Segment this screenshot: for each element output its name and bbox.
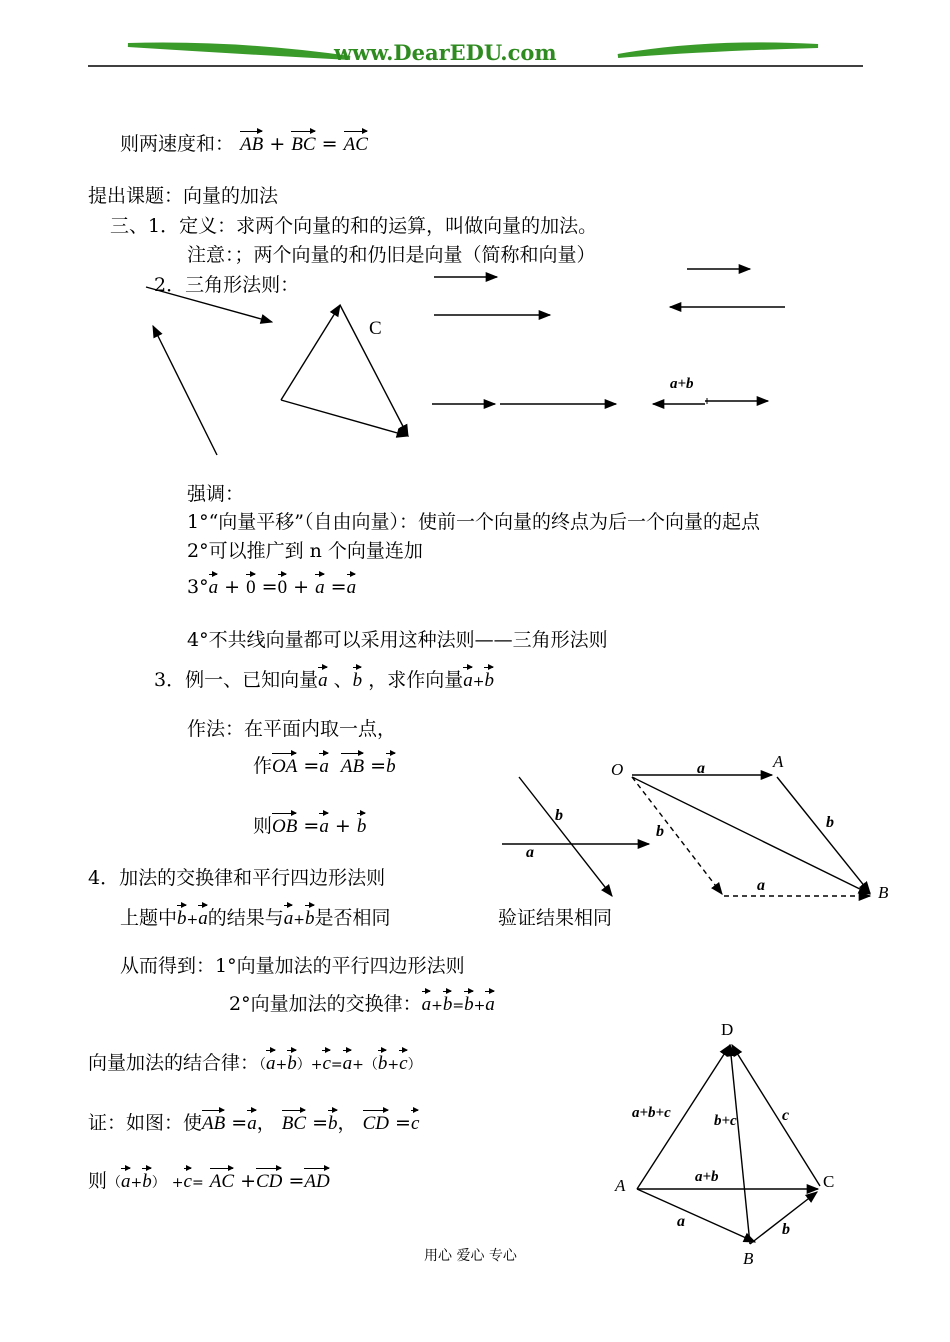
op: + bbox=[293, 912, 305, 928]
label-a-top: a bbox=[697, 760, 705, 777]
parallelogram-rule: 从而得到：1°向量加法的平行四边形法则 bbox=[120, 955, 465, 977]
text: 则 bbox=[253, 815, 273, 837]
op: = bbox=[330, 1057, 343, 1073]
label-a-plus-b: a+b bbox=[695, 1169, 719, 1185]
definition-note: 注意：；两个向量的和仍旧是向量（简称和向量） bbox=[187, 244, 596, 266]
op: + bbox=[473, 998, 486, 1014]
footer-text: 用心 爱心 专心 bbox=[424, 1248, 517, 1264]
vector-b: b bbox=[177, 902, 187, 931]
method-line: 作法：在平面内取一点， bbox=[187, 718, 397, 740]
op: = bbox=[321, 133, 338, 155]
op: + bbox=[431, 998, 443, 1014]
op: ） bbox=[296, 1057, 311, 1073]
op: + bbox=[472, 674, 485, 690]
vector-b: b bbox=[386, 750, 396, 779]
vector-b: b bbox=[357, 810, 367, 839]
op: ） bbox=[407, 1057, 422, 1073]
vector-c: c bbox=[184, 1165, 192, 1194]
text: 证：如图：使 bbox=[88, 1112, 203, 1134]
vector-OB: OB bbox=[272, 810, 297, 839]
point-O: O bbox=[611, 760, 624, 779]
op: = bbox=[288, 1170, 305, 1192]
text: 则两速度和： bbox=[120, 133, 235, 155]
label-a: a bbox=[677, 1213, 685, 1230]
vector-zero: 0 bbox=[278, 571, 288, 600]
label-b-plus-c: b+c bbox=[714, 1113, 737, 1129]
emphasis-2: 2°可以推广到 n 个向量连加 bbox=[187, 540, 423, 562]
commute-answer: 验证结果相同 bbox=[498, 907, 613, 929]
op: = bbox=[330, 576, 347, 598]
label-c: c bbox=[782, 1107, 790, 1124]
vector-a: a bbox=[319, 750, 329, 779]
vector-AB: AB bbox=[240, 128, 263, 157]
vector-b: b bbox=[378, 1047, 388, 1076]
text: 2°向量加法的交换律： bbox=[229, 993, 422, 1015]
op: + bbox=[171, 1175, 184, 1191]
vector-b: b bbox=[142, 1165, 152, 1194]
text: 的结果与 bbox=[207, 907, 284, 929]
op: + bbox=[293, 576, 310, 598]
op: = bbox=[312, 1112, 329, 1134]
vector-a: a bbox=[343, 1047, 353, 1076]
op: = bbox=[303, 815, 320, 837]
op: + bbox=[130, 1175, 143, 1191]
op: = bbox=[191, 1175, 204, 1191]
triangle-rule-title: 2．三角形法则： bbox=[154, 274, 300, 296]
vector-a: a bbox=[485, 988, 495, 1017]
emphasis-title: 强调： bbox=[187, 483, 245, 505]
label-b: b bbox=[782, 1221, 790, 1238]
fig-label-a: a bbox=[526, 844, 534, 861]
point-B: B bbox=[878, 883, 889, 902]
vector-a: a bbox=[463, 664, 473, 693]
text: 向量加法的结合律： bbox=[88, 1052, 260, 1074]
vector-CD bbox=[732, 1045, 820, 1186]
vector-AC: AC bbox=[344, 128, 368, 157]
op: + bbox=[269, 133, 286, 155]
point-A: A bbox=[615, 1176, 626, 1195]
op: = bbox=[231, 1112, 248, 1134]
vector-a: a bbox=[315, 571, 325, 600]
vector-a: a bbox=[209, 571, 219, 600]
label-a-bottom: a bbox=[757, 877, 765, 894]
text: 则 bbox=[88, 1170, 108, 1192]
op: （ bbox=[259, 1057, 267, 1073]
point-A: A bbox=[773, 752, 784, 771]
definition-line: 三、1．定义：求两个向量的和的运算，叫做向量的加法。 bbox=[110, 215, 598, 237]
vector-CD: CD bbox=[363, 1107, 389, 1136]
vector-AC: AC bbox=[210, 1165, 234, 1194]
text: 是否相同 bbox=[314, 907, 391, 929]
op: （ bbox=[363, 1057, 378, 1073]
vector-a: a bbox=[266, 1047, 276, 1076]
vector-AB: AB bbox=[341, 750, 364, 779]
vector-c: c bbox=[411, 1107, 419, 1136]
vector-a: a bbox=[347, 571, 357, 600]
emphasis-1: 1°“向量平移”（自由向量）：使前一个向量的终点为后一个向量的起点 bbox=[187, 511, 761, 533]
label-a-plus-b: a+b bbox=[670, 376, 694, 392]
op: = bbox=[303, 755, 320, 777]
vector-BC: BC bbox=[291, 128, 315, 157]
vector-AB bbox=[637, 1189, 755, 1242]
op: （ bbox=[107, 1175, 122, 1191]
vector-b: b bbox=[328, 1107, 338, 1136]
op: = bbox=[452, 998, 465, 1014]
label-c: C bbox=[369, 318, 382, 339]
op: + bbox=[352, 1057, 364, 1073]
label-b-left: b bbox=[656, 823, 664, 840]
text: 、 bbox=[333, 669, 353, 691]
text: ， bbox=[337, 1112, 357, 1134]
commute-title: 4．加法的交换律和平行四边形法则 bbox=[88, 867, 386, 889]
text: ，求作向量 bbox=[368, 669, 464, 691]
op: = bbox=[261, 576, 278, 598]
vector-CD: CD bbox=[256, 1165, 282, 1194]
vector-OA: OA bbox=[272, 750, 297, 779]
vector-a: a bbox=[198, 902, 208, 931]
text: 上题中 bbox=[120, 907, 178, 929]
vector-c: c bbox=[322, 1047, 330, 1076]
vector-AD: AD bbox=[304, 1165, 329, 1194]
text: 作 bbox=[253, 755, 273, 777]
op: = bbox=[370, 755, 387, 777]
op: + bbox=[275, 1057, 288, 1073]
text: 3° bbox=[187, 576, 209, 598]
label-b-right: b bbox=[826, 814, 834, 831]
vector-c: c bbox=[399, 1047, 407, 1076]
text: ， bbox=[256, 1112, 276, 1134]
vector-b: b bbox=[287, 1047, 297, 1076]
emphasis-4: 4°不共线向量都可以采用这种法则——三角形法则 bbox=[187, 629, 608, 651]
topic-line: 提出课题：向量的加法 bbox=[88, 185, 279, 207]
vector-b: b bbox=[464, 988, 474, 1017]
vector-a: a bbox=[422, 988, 432, 1017]
vector-b: b bbox=[305, 902, 315, 931]
vector-BD bbox=[730, 1045, 750, 1244]
vector-b: b bbox=[443, 988, 453, 1017]
vector-a: a bbox=[121, 1165, 131, 1194]
vector-a: a bbox=[247, 1107, 257, 1136]
point-B: B bbox=[743, 1249, 754, 1268]
vector-AB: AB bbox=[202, 1107, 225, 1136]
op: + bbox=[224, 576, 241, 598]
vector-a: a bbox=[318, 664, 328, 693]
site-title: www.DearEDU.com bbox=[334, 40, 557, 65]
vector-b: b bbox=[353, 664, 363, 693]
op: + bbox=[334, 815, 351, 837]
vector-zero: 0 bbox=[246, 571, 256, 600]
fig-label-b: b bbox=[555, 807, 563, 824]
label-a-plus-b-plus-c: a+b+c bbox=[632, 1105, 671, 1121]
vector-a: a bbox=[284, 902, 294, 931]
op: = bbox=[395, 1112, 411, 1134]
op: + bbox=[240, 1170, 256, 1192]
op: + bbox=[186, 912, 199, 928]
point-C: C bbox=[823, 1172, 835, 1191]
point-D: D bbox=[721, 1020, 734, 1039]
vector-a: a bbox=[319, 810, 329, 839]
op: + bbox=[310, 1057, 323, 1073]
text: 3．例一、已知向量 bbox=[154, 669, 319, 691]
op: ） bbox=[151, 1175, 166, 1191]
vector-BC: BC bbox=[282, 1107, 306, 1136]
op: + bbox=[387, 1057, 400, 1073]
vector-b: b bbox=[484, 664, 494, 693]
